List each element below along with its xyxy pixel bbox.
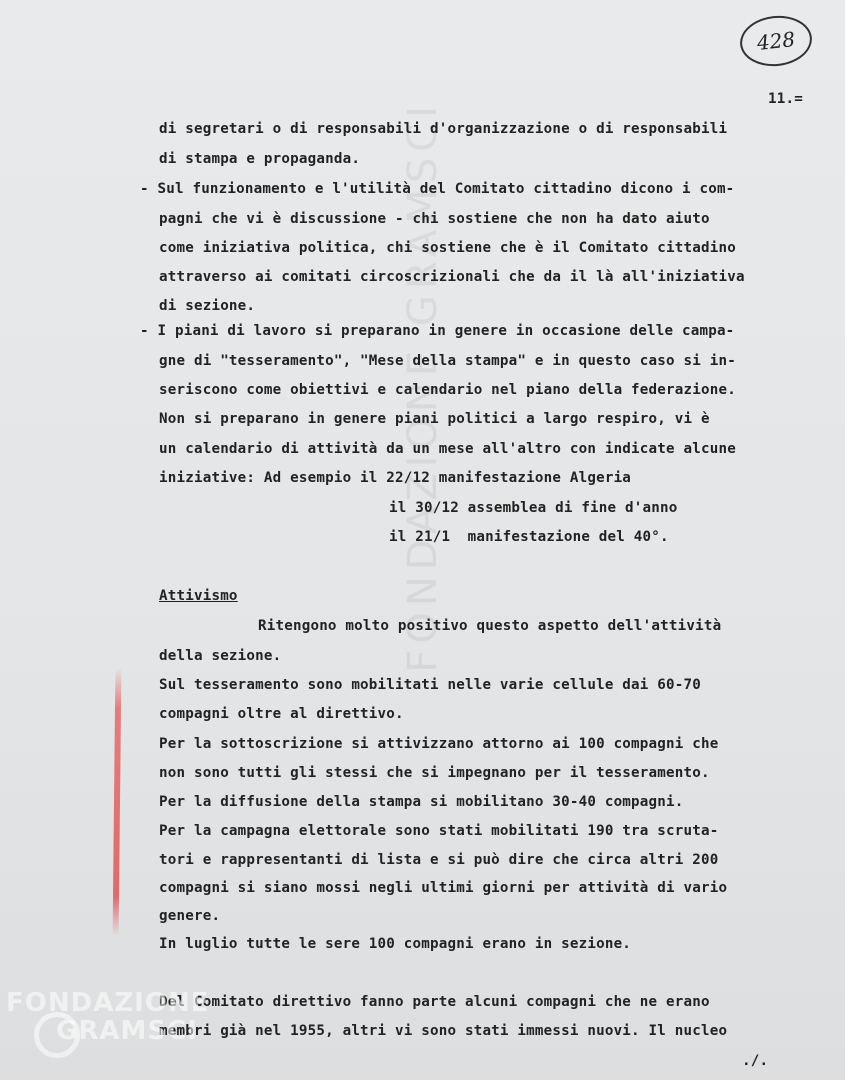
text-line: Ritengono molto positivo questo aspetto dell'attività xyxy=(258,618,722,634)
text-line: gne di "tesseramento", "Mese della stampa" e in questo caso si in- xyxy=(159,353,736,369)
page-number: 11.= xyxy=(768,91,803,107)
text-line: membri già nel 1955, altri vi sono stati immessi nuovi. Il nucleo xyxy=(159,1023,728,1039)
fondazione-logo xyxy=(6,984,210,1074)
text-line: compagni oltre al direttivo. xyxy=(159,706,404,722)
text-line: Per la sottoscrizione si attivizzano attorno ai 100 compagni che xyxy=(159,736,719,752)
text-line: Per la diffusione della stampa si mobilitano 30-40 compagni. xyxy=(159,794,684,810)
text-line: compagni si siano mossi negli ultimi giorni per attività di vario xyxy=(159,880,728,896)
text-line: il 30/12 assemblea di fine d'anno xyxy=(389,500,678,516)
text-line: attraverso ai comitati circoscrizionali che da il là all'iniziativa xyxy=(159,269,745,285)
text-line: pagni che vi è discussione - chi sostiene che non ha dato aiuto xyxy=(159,211,710,227)
text-line: un calendario di attività da un mese all'altro con indicate alcune xyxy=(159,441,736,457)
text-line: Non si preparano in genere piani politici a largo respiro, vi è xyxy=(159,411,710,427)
logo-line2: GRAMSCI xyxy=(56,1016,198,1046)
text-line: genere. xyxy=(159,908,221,924)
text-line: il 21/1 manifestazione del 40°. xyxy=(389,529,669,545)
text-line: di segretari o di responsabili d'organizzazione o di responsabili xyxy=(159,121,728,137)
text-line: di sezione. xyxy=(159,298,256,314)
text-line: Per la campagna elettorale sono stati mobilitati 190 tra scruta- xyxy=(159,823,719,839)
text-line: Del Comitato direttivo fanno parte alcuni compagni che ne erano xyxy=(159,994,710,1010)
text-line: seriscono come obiettivi e calendario nel piano della federazione. xyxy=(159,382,736,398)
text-line: tori e rappresentanti di lista e si può dire che circa altri 200 xyxy=(159,852,719,868)
text-line: In luglio tutte le sere 100 compagni erano in sezione. xyxy=(159,936,632,952)
text-line: come iniziativa politica, chi sostiene che è il Comitato cittadino xyxy=(159,240,736,256)
watermark-text: FONDAZIONE GRAMSCI xyxy=(400,100,446,673)
text-line: iniziative: Ad esempio il 22/12 manifestazione Algeria xyxy=(159,470,632,486)
text-line: - I piani di lavoro si preparano in genere in occasione delle campa- xyxy=(140,323,735,339)
logo-line1: FONDAZIONE xyxy=(6,988,210,1018)
text-line: non sono tutti gli stessi che si impegnano per il tesseramento. xyxy=(159,765,710,781)
text-line: della sezione. xyxy=(159,648,282,664)
section-heading-attivismo: Attivismo xyxy=(159,588,238,604)
red-margin-mark xyxy=(113,668,122,936)
text-line: di stampa e propaganda. xyxy=(159,151,361,167)
continuation-mark: ./. xyxy=(742,1053,769,1069)
text-line: Sul tesseramento sono mobilitati nelle varie cellule dai 60-70 xyxy=(159,677,701,693)
page-stamp: 428 xyxy=(738,12,815,69)
text-line: - Sul funzionamento e l'utilità del Comitato cittadino dicono i com- xyxy=(140,181,735,197)
